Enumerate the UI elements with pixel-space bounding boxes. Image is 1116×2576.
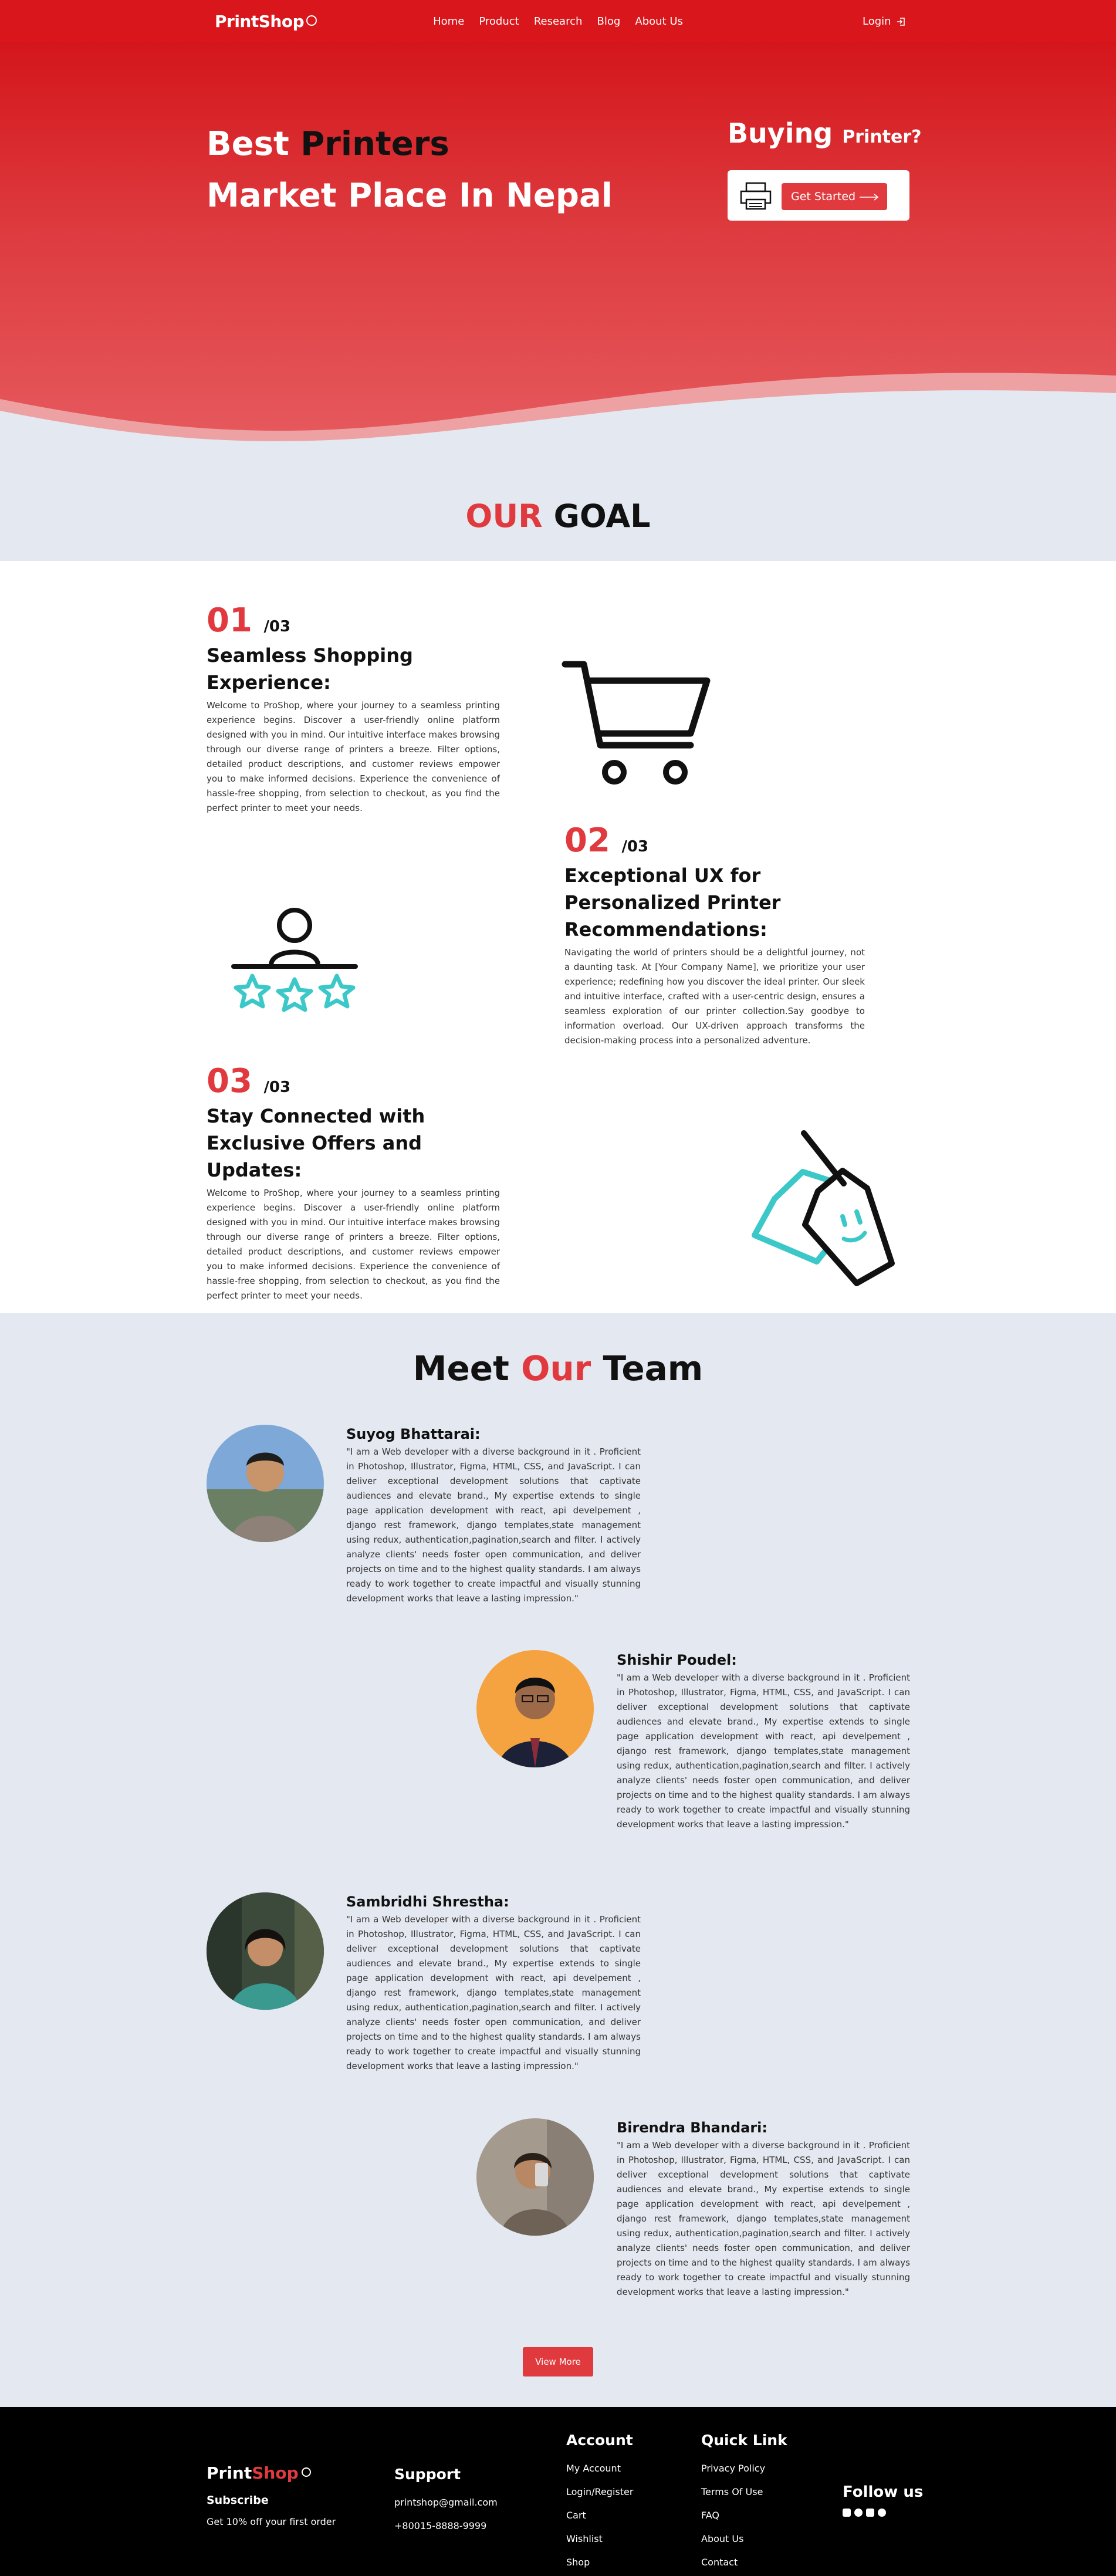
team-member-3: [346, 1894, 641, 2074]
account-title: Account: [566, 2432, 633, 2449]
hero-section: [0, 42, 1116, 446]
goal-heading: OUR GOAL: [465, 498, 651, 535]
footer-account: [566, 2432, 633, 2574]
arrow-right-icon: [859, 194, 879, 201]
get-started-button[interactable]: Get Started: [782, 183, 887, 210]
goal-card-3: [207, 1062, 500, 1303]
goal-card-1: [207, 601, 500, 816]
view-more-button[interactable]: View More: [523, 2347, 593, 2376]
printer-icon: [739, 182, 772, 210]
footer-link-wishlist[interactable]: Wishlist: [566, 2533, 603, 2544]
buying-printer-title: Buying Printer?: [728, 117, 922, 149]
hero-wave: [0, 329, 1116, 446]
goal-title: Exceptional UX for Personalized Printer Recommendations:: [564, 864, 781, 941]
logo-badge-icon: [301, 2467, 312, 2477]
nav-link-about[interactable]: About Us: [635, 15, 683, 28]
team-heading: Meet Our Team: [412, 1348, 704, 1388]
facebook-icon[interactable]: [843, 2509, 851, 2517]
follow-us-title: Follow us: [843, 2483, 924, 2501]
instagram-icon[interactable]: [854, 2509, 863, 2517]
social-icons: [843, 2508, 890, 2519]
footer-link-login-register[interactable]: Login/Register: [566, 2486, 634, 2497]
member-photo-suyog: [207, 1425, 324, 1542]
footer-link-terms[interactable]: Terms Of Use: [701, 2486, 763, 2497]
nav-link-home[interactable]: Home: [433, 15, 465, 28]
nav-link-blog[interactable]: Blog: [597, 15, 621, 28]
whatsapp-icon[interactable]: [878, 2509, 886, 2517]
footer-link-privacy[interactable]: Privacy Policy: [701, 2463, 766, 2474]
avatar: [207, 1425, 324, 1542]
top-navbar: [0, 0, 1116, 42]
nav-links: [0, 15, 1116, 28]
subscribe-offer: Get 10% off your first order: [207, 2516, 336, 2527]
brand-logo[interactable]: PrintShop: [215, 12, 317, 31]
footer-support: [394, 2466, 498, 2538]
hero-heading: Best Printers Market Place In Nepal: [207, 125, 613, 215]
goal-title: Seamless Shopping Experience:: [207, 644, 413, 694]
member-bio: "I am a Web developer with a diverse background in it . Proficient in Photoshop, Illustrator, Figma, HTML, CSS, and JavaScript. I can deliver exceptional development solutions that captivate audiences and elevate brand., My expertise extends to single page application development with react, api develpement , django rest framework, django templates,state management using redux, authentication,pagination,search and filter. I actively analyze clients' needs foster open communication, and deliver projects on time and to the highest quality standards. I am always ready to work together to create impactful and visually stunning development works that leave a lasting impression.": [346, 1446, 641, 1604]
goal-title: Stay Connected with Exclusive Offers and Updates:: [207, 1105, 425, 1181]
team-member-4: [617, 2119, 910, 2300]
login-icon: [897, 17, 906, 26]
footer-link-cart[interactable]: Cart: [566, 2510, 586, 2521]
footer-link-faq[interactable]: FAQ: [701, 2510, 719, 2521]
goal-heading-band: [0, 446, 1116, 561]
footer-link-my-account[interactable]: My Account: [566, 2463, 621, 2474]
subscribe-title: Subscribe: [207, 2494, 269, 2507]
avatar: [207, 1892, 324, 2010]
support-phone[interactable]: +80015-8888-9999: [394, 2520, 487, 2531]
goal-text: Navigating the world of printers should be a delightful journey, not a daunting task. At [Your Company Name], we prioritize your user experience; redefining how you discover the ideal printer. Our sleek and intuitive interface, crafted with a user-centric design, ensures a seamless exploration of our printer collection.Say goodbye to information overload. Our UX-driven approach transforms the decision-making process into a personalized adventure.: [564, 947, 865, 1046]
member-name: Shishir Poudel:: [617, 1652, 737, 1668]
nav-link-research[interactable]: Research: [533, 15, 583, 28]
login-link[interactable]: Login: [863, 15, 906, 28]
quick-link-title: Quick Link: [701, 2432, 787, 2449]
member-photo-sambridhi: [207, 1892, 324, 2010]
get-started-card: [728, 170, 909, 221]
goal-number: 03 /03: [207, 1062, 291, 1100]
footer-link-shop[interactable]: Shop: [566, 2557, 590, 2568]
member-bio: "I am a Web developer with a diverse background in it . Proficient in Photoshop, Illustrator, Figma, HTML, CSS, and JavaScript. I can deliver exceptional development solutions that captivate audiences and elevate brand., My expertise extends to single page application development with react, api develpement , django rest framework, django templates,state management using redux, authentication,pagination,search and filter. I actively analyze clients' needs foster open communication, and deliver projects on time and to the highest quality standards. I am always ready to work together to create impactful and visually stunning development works that leave a lasting impression.": [617, 1672, 910, 1830]
team-member-1: [346, 1426, 641, 1606]
nav-link-product[interactable]: Product: [479, 15, 519, 28]
goal-number: 02 /03: [564, 822, 649, 860]
support-email[interactable]: printshop@gmail.com: [394, 2497, 498, 2508]
team-member-2: [617, 1652, 910, 1832]
member-name: Sambridhi Shrestha:: [346, 1894, 509, 1910]
footer-quick-links: [701, 2432, 787, 2574]
footer: [0, 2407, 1116, 2576]
goal-text: Welcome to ProShop, where your journey to a seamless printing experience begins. Discover a user-friendly online platform designed with you in mind. Our intuitive interface makes browsing through our diverse range of printers a breeze. Filter options, detailed product descriptions, and customer reviews empower you to make informed decisions. Experience the convenience of hassle-free shopping, from selection to checkout, as you find the perfect printer to meet your needs.: [207, 1188, 500, 1301]
footer-link-about[interactable]: About Us: [701, 2533, 744, 2544]
member-bio: "I am a Web developer with a diverse background in it . Proficient in Photoshop, Illustrator, Figma, HTML, CSS, and JavaScript. I can deliver exceptional development solutions that captivate audiences and elevate brand., My expertise extends to single page application development with react, api develpement , django rest framework, django templates,state management using redux, authentication,pagination,search and filter. I actively analyze clients' needs foster open communication, and deliver projects on time and to the highest quality standards. I am always ready to work together to create impactful and visually stunning development works that leave a lasting impression.": [617, 2140, 910, 2297]
shopping-cart-icon: [560, 657, 713, 789]
support-title: Support: [394, 2466, 461, 2483]
price-tag-icon: [745, 1130, 898, 1288]
member-name: Suyog Bhattarai:: [346, 1426, 481, 1442]
avatar: [476, 2118, 594, 2236]
avatar: [476, 1650, 594, 1767]
goal-number: 01 /03: [207, 601, 291, 640]
rating-user-icon: [229, 901, 364, 1018]
member-photo-birendra: [476, 2118, 594, 2236]
goal-text: Welcome to ProShop, where your journey to a seamless printing experience begins. Discover a user-friendly online platform designed with you in mind. Our intuitive interface makes browsing through our diverse range of printers a breeze. Filter options, detailed product descriptions, and customer reviews empower you to make informed decisions. Experience the convenience of hassle-free shopping, from selection to checkout, as you find the perfect printer to meet your needs.: [207, 700, 500, 813]
twitter-icon[interactable]: [866, 2509, 874, 2517]
member-photo-shishir: [476, 1650, 594, 1767]
footer-logo[interactable]: PrintShop: [207, 2463, 312, 2483]
member-name: Birendra Bhandari:: [617, 2119, 767, 2136]
footer-link-contact[interactable]: Contact: [701, 2557, 738, 2568]
member-bio: "I am a Web developer with a diverse background in it . Proficient in Photoshop, Illustrator, Figma, HTML, CSS, and JavaScript. I can deliver exceptional development solutions that captivate audiences and elevate brand., My expertise extends to single page application development with react, api develpement , django rest framework, django templates,state management using redux, authentication,pagination,search and filter. I actively analyze clients' needs foster open communication, and deliver projects on time and to the highest quality standards. I am always ready to work together to create impactful and visually stunning development works that leave a lasting impression.": [346, 1914, 641, 2071]
goal-card-2: [564, 822, 865, 1048]
